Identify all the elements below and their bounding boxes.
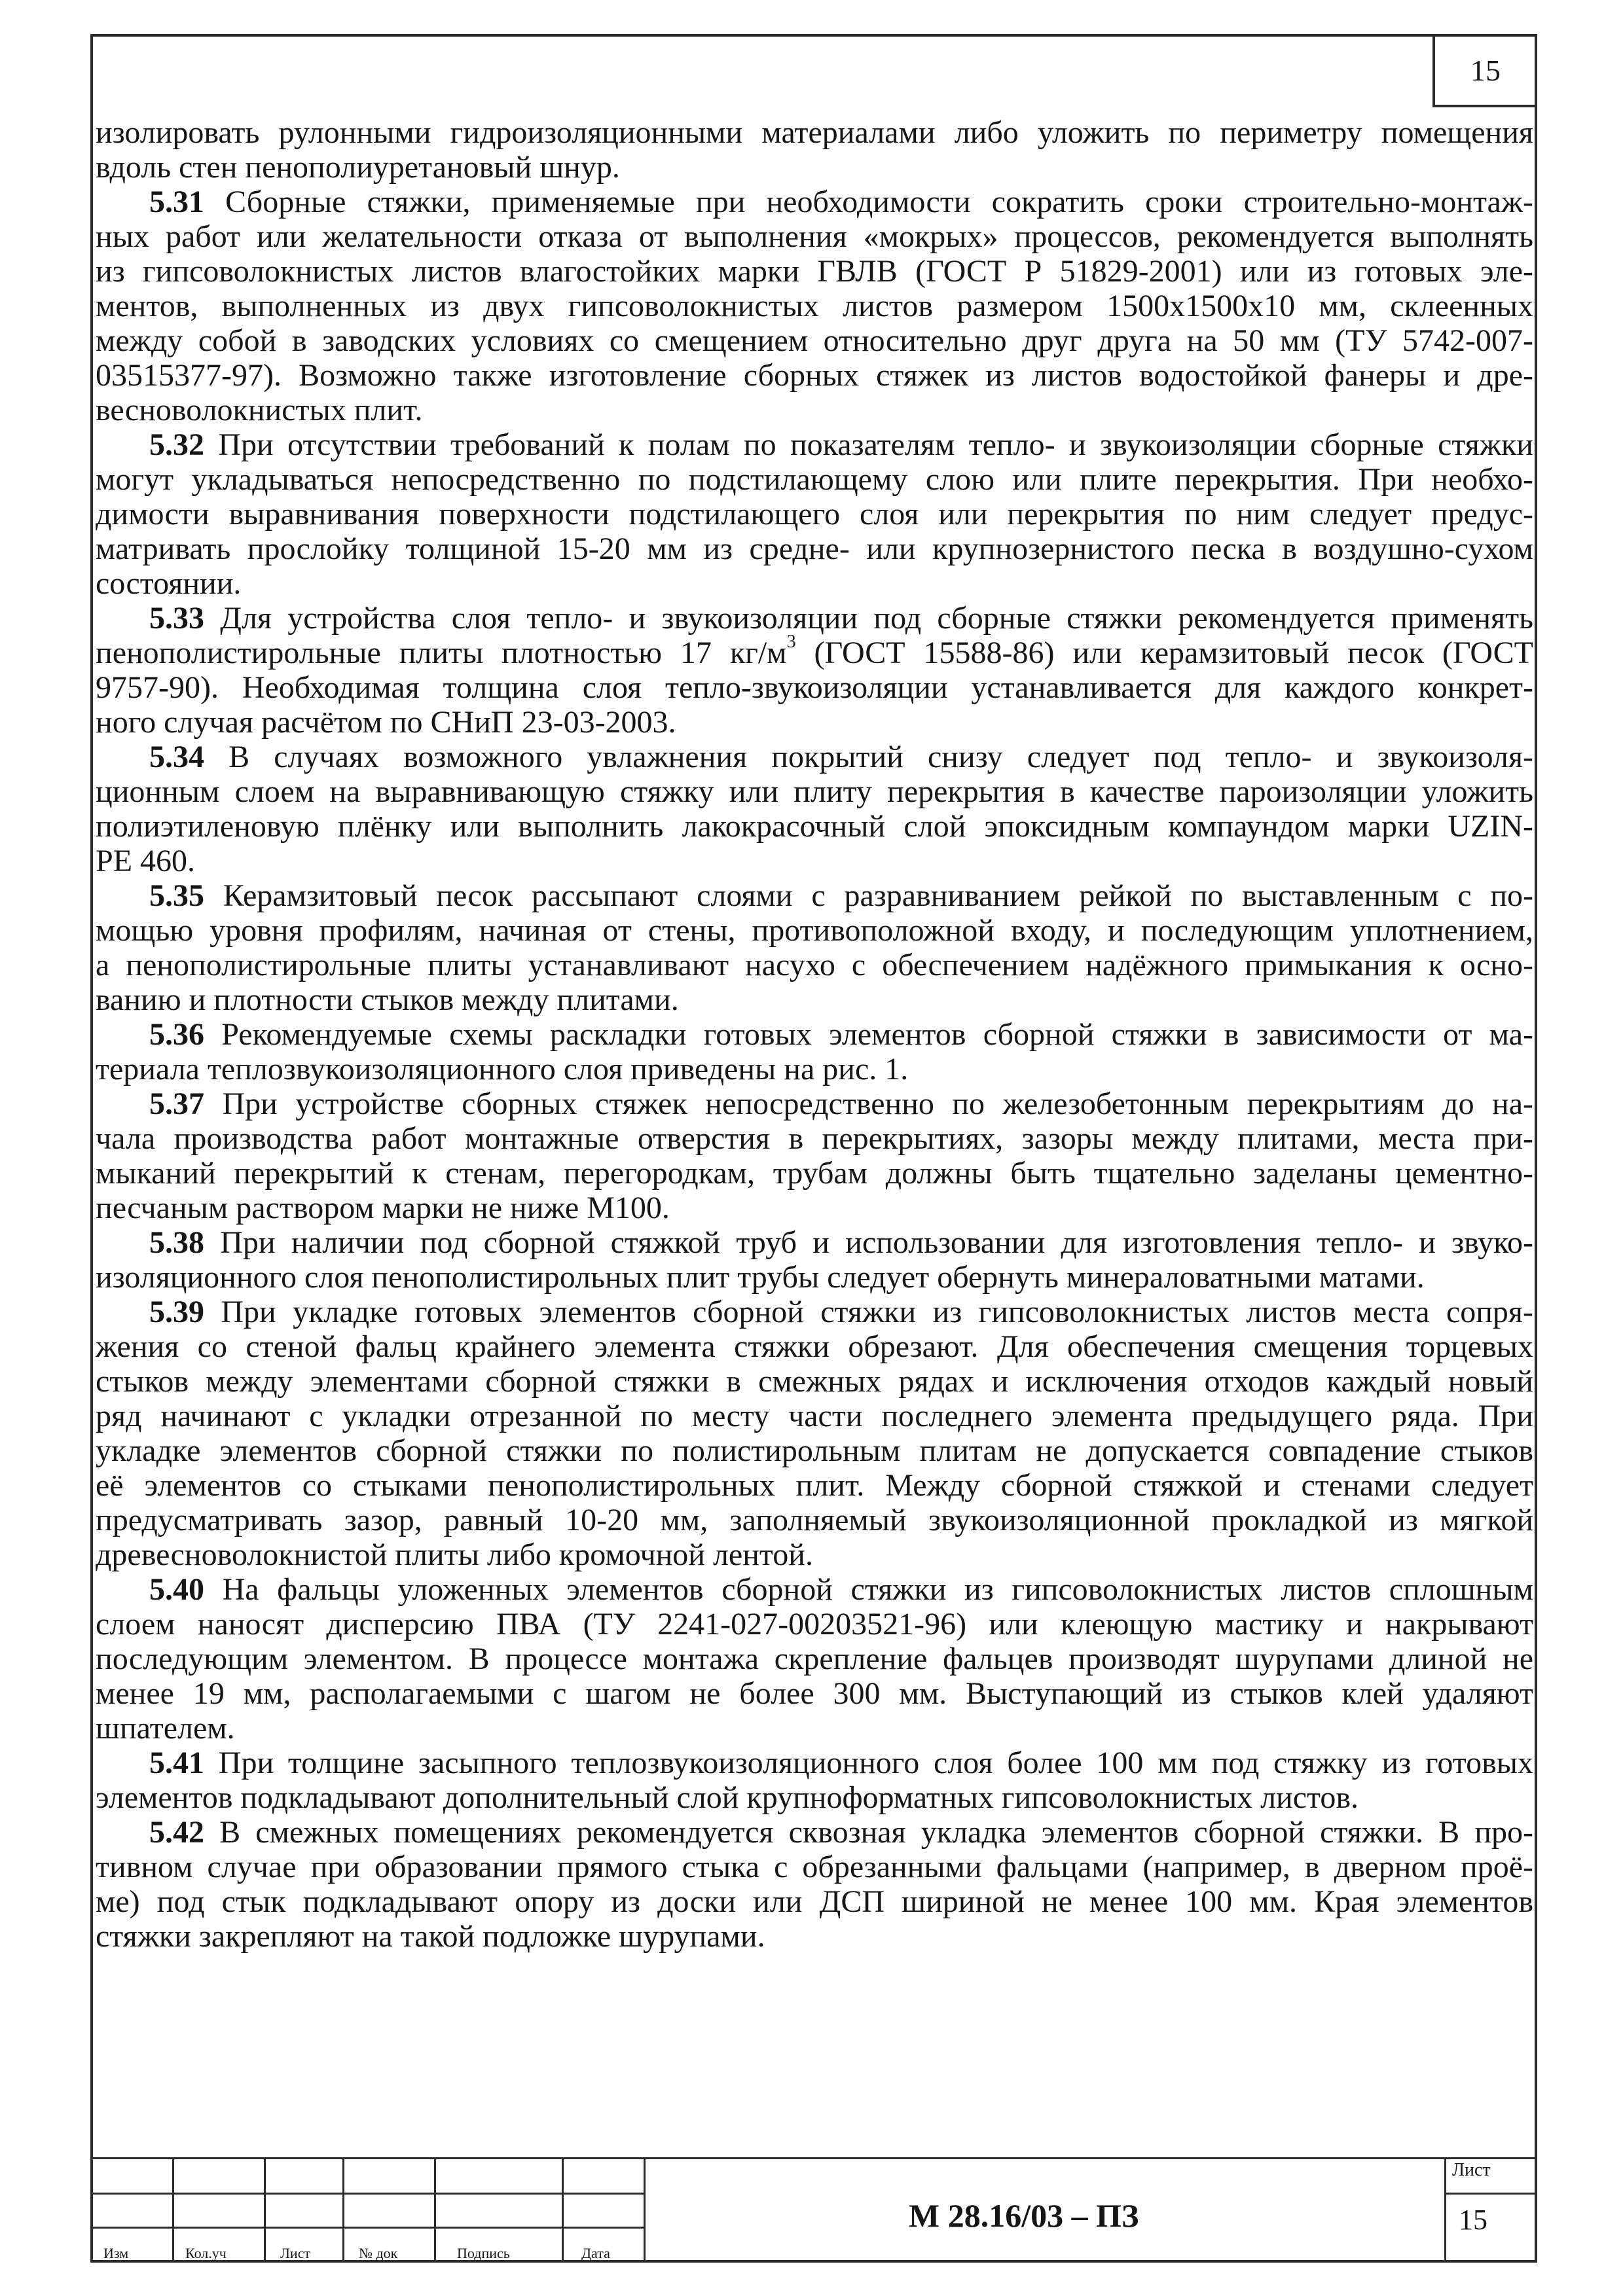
line-text: В смежных помещениях рекомендуется сквозная укладка элементов сборной стяжки. В про- — [204, 1815, 1533, 1850]
stamp-col-rule — [90, 2157, 92, 2263]
line-text: древесноволокнистой плиты либо кромочной лентой. — [96, 1537, 813, 1572]
clause-number: 5.33 — [149, 601, 204, 636]
line-text: менее 19 мм, располагаемыми с шагом не более 300 мм. Выступающий из стыков клей удаляют — [96, 1676, 1533, 1711]
stamp-sheet-rule — [1444, 2193, 1537, 2195]
text-line — [96, 982, 1533, 1017]
line-text: териала теплозвукоизоляционного слоя приведены на рис. 1. — [96, 1052, 909, 1086]
text-line — [96, 1191, 1533, 1225]
line-text: элементов подкладывают дополнительный слой крупноформатных гипсоволокнистых листов. — [96, 1780, 1359, 1815]
line-text: Керамзитовый песок рассыпают слоями с разравниванием рейкой по выставленным с по- — [204, 878, 1533, 913]
line-text: димости выравнивания поверхности подстилающего слоя или перекрытия по ним следует предус- — [96, 497, 1533, 531]
line-text: стяжки закрепляют на такой подложке шурупами. — [96, 1919, 765, 1954]
text-line — [96, 531, 1533, 566]
line-text: Для устройства слоя тепло- и звукоизоляции под сборные стяжки рекомендуется применять — [204, 601, 1533, 636]
text-line — [96, 323, 1533, 358]
line-text: песчаным раствором марки не ниже М100. — [96, 1191, 670, 1225]
line-text: последующим элементом. В процессе монтажа скрепление фальцев производят шурупами длиной не — [96, 1641, 1533, 1676]
line-text: а пенополистирольные плиты устанавливают насухо с обеспечением надёжного примыкания к осно- — [96, 948, 1533, 982]
text-line — [96, 1676, 1533, 1711]
line-text: чала производства работ монтажные отверстия в перекрытиях, зазоры между плитами, места при- — [96, 1121, 1533, 1156]
line-text: При наличии под сборной стяжкой труб и использовании для изготовления тепло- и звуко- — [204, 1225, 1533, 1260]
line-text: матривать прослойку толщиной 15-20 мм из средне- или крупнозернистого песка в воздушно-сухом — [96, 531, 1533, 566]
clause-first-line — [96, 740, 1533, 774]
text-line — [96, 462, 1533, 497]
text-line — [96, 1850, 1533, 1884]
stamp-col-rule — [562, 2157, 564, 2263]
text-line — [96, 632, 1534, 670]
text-line — [96, 1607, 1533, 1641]
text-line — [96, 1364, 1533, 1399]
stamp-col-label: Кол.уч — [185, 2245, 227, 2261]
line-text: её элементов со стыками пенополистирольных плит. Между сборной стяжкой и стенами следует — [96, 1468, 1533, 1503]
text-line — [96, 566, 1533, 601]
text-line — [96, 1121, 1533, 1156]
line-text: ционным слоем на выравнивающую стяжку или плиту перекрытия в качестве пароизоляции уложить — [96, 774, 1533, 809]
line-text: слоем наносят дисперсию ПВА (ТУ 2241-027-00203521-96) или клеющую мастику и накрывают — [96, 1607, 1533, 1641]
line-text: ных работ или желательности отказа от выполнения «мокрых» процессов, рекомендуется выполнять — [96, 219, 1533, 254]
text-line — [96, 1399, 1533, 1433]
line-text: могут укладываться непосредственно по подстилающему слою или плите перекрытия. При необхо- — [96, 462, 1533, 497]
clause-first-line — [96, 427, 1533, 462]
text-line — [96, 1156, 1533, 1191]
sheet-label: Лист — [1452, 2160, 1491, 2180]
text-line — [96, 1537, 1533, 1572]
clause-number: 5.35 — [149, 878, 204, 913]
line-text: PE 460. — [96, 844, 196, 878]
line-text: При отсутствии требований к полам по показателям тепло- и звукоизоляции сборные стяжки — [204, 427, 1533, 462]
line-text: При толщине засыпного теплозвукоизоляционного слоя более 100 мм под стяжку из готовых — [204, 1746, 1533, 1780]
text-line — [96, 809, 1533, 844]
document-code: М 28.16/03 – ПЗ — [909, 2197, 1139, 2234]
text-line — [96, 1884, 1533, 1919]
line-text: Сборные стяжки, применяемые при необходимости сократить сроки строительно-монтаж- — [204, 185, 1533, 219]
line-text: ме) под стык подкладывают опору из доски или ДСП шириной не менее 100 мм. Края элементов — [96, 1884, 1533, 1919]
text-line — [96, 497, 1533, 531]
clause-first-line — [96, 1572, 1533, 1607]
stamp-top-rule — [90, 2157, 1537, 2159]
clause-number: 5.31 — [149, 185, 204, 219]
clause-number: 5.42 — [149, 1815, 204, 1850]
clause-first-line — [96, 185, 1533, 219]
clause-first-line — [96, 878, 1533, 913]
clause-first-line — [96, 1225, 1533, 1260]
clause-first-line — [96, 1746, 1533, 1780]
line-text: весноволокнистых плит. — [96, 393, 423, 427]
line-text: состоянии. — [96, 566, 242, 601]
text-line — [96, 1433, 1533, 1468]
stamp-col-label: Лист — [280, 2245, 311, 2261]
clause-first-line — [96, 1815, 1533, 1850]
line-text: ментов, выполненных из двух гипсоволокнистых листов размером 1500x1500x10 мм, склеенных — [96, 289, 1533, 323]
line-text: 9757-90). Необходимая толщина слоя тепло-звукоизоляции устанавливается для каждого конкрет- — [96, 670, 1533, 705]
clause-first-line — [96, 1086, 1533, 1121]
stamp-col-label: № док — [359, 2245, 398, 2261]
line-text: (ГОСТ 15588-86) или керамзитовый песок (ГОСТ — [795, 636, 1534, 670]
line-text: укладке элементов сборной стяжки по полистирольным плитам не допускается совпадение стыков — [96, 1433, 1533, 1468]
line-text: из гипсоволокнистых листов влагостойких марки ГВЛВ (ГОСТ Р 51829-2001) или из готовых эле- — [96, 254, 1533, 289]
line-text: Рекомендуемые схемы раскладки готовых элементов сборной стяжки в зависимости от ма- — [204, 1017, 1533, 1052]
text-line — [96, 358, 1533, 393]
stamp-col-label: Дата — [581, 2245, 610, 2261]
clause-number: 5.40 — [149, 1572, 204, 1607]
text-line — [96, 1641, 1533, 1676]
text-line — [96, 1711, 1533, 1746]
line-text: ванию и плотности стыков между плитами. — [96, 982, 679, 1017]
stamp-col-label: Изм — [103, 2245, 129, 2261]
clause-number: 5.36 — [149, 1017, 204, 1052]
stamp-col-rule — [172, 2157, 174, 2263]
clause-number: 5.32 — [149, 427, 204, 462]
text-line — [96, 1919, 1533, 1954]
stamp-col-label: Подпись — [457, 2245, 510, 2261]
line-text: вдоль стен пенополиуретановый шнур. — [96, 150, 620, 185]
superscript: 3 — [786, 632, 796, 652]
text-line — [96, 1260, 1533, 1295]
text-line — [96, 844, 1533, 878]
line-text: изоляционного слоя пенополистирольных плит трубы следует обернуть минераловатными матами. — [96, 1260, 1425, 1295]
line-text: пенополистирольные плиты плотностью 17 кг/м — [96, 636, 787, 670]
clause-number: 5.41 — [149, 1746, 204, 1780]
line-text: изолировать рулонными гидроизоляционными материалами либо уложить по периметру помещения — [96, 115, 1533, 150]
stamp-col-rule — [264, 2157, 266, 2263]
line-text: В случаях возможного увлажнения покрытий снизу следует под тепло- и звукоизоля- — [204, 740, 1533, 774]
text-line — [96, 254, 1533, 289]
text-line — [96, 948, 1533, 982]
clause-number: 5.39 — [149, 1295, 204, 1329]
text-line — [96, 670, 1533, 705]
line-text: При устройстве сборных стяжек непосредственно по железобетонным перекрытиям до на- — [204, 1086, 1533, 1121]
line-text: На фальцы уложенных элементов сборной стяжки из гипсоволокнистых листов сплошным — [204, 1572, 1533, 1607]
text-line — [96, 1329, 1533, 1364]
line-text: между собой в заводских условиях со смещением относительно друг друга на 50 мм (ТУ 5742-007- — [96, 323, 1533, 358]
line-text: тивном случае при образовании прямого стыка с обрезанными фальцами (например, в дверном проё- — [96, 1850, 1533, 1884]
text-line — [96, 115, 1533, 150]
clause-number: 5.34 — [149, 740, 204, 774]
text-line — [96, 1052, 1533, 1086]
clause-first-line — [96, 1017, 1533, 1052]
clause-first-line — [96, 601, 1533, 636]
clause-number: 5.37 — [149, 1086, 204, 1121]
text-line — [96, 393, 1533, 427]
line-text: полиэтиленовую плёнку или выполнить лакокрасочный слой эпоксидным компаундом марки UZIN- — [96, 809, 1533, 844]
text-line — [96, 150, 1533, 185]
text-line — [96, 774, 1533, 809]
stamp-col-rule — [434, 2157, 436, 2263]
stamp-col-rule — [1444, 2157, 1446, 2263]
line-text: шпателем. — [96, 1711, 235, 1746]
text-line — [96, 913, 1533, 948]
stamp-col-rule — [644, 2157, 646, 2263]
line-text: ного случая расчётом по СНиП 23-03-2003. — [96, 705, 676, 740]
title-block — [90, 2157, 1537, 2263]
line-text: мыканий перекрытий к стенам, перегородкам, трубам должны быть тщательно заделаны цементно- — [96, 1156, 1533, 1191]
text-line — [96, 1468, 1533, 1503]
text-line — [96, 219, 1533, 254]
line-text: стыков между элементами сборной стяжки в смежных рядах и исключения отходов каждый новый — [96, 1364, 1533, 1399]
clause-number: 5.38 — [149, 1225, 204, 1260]
line-text: жения со стеной фальц крайнего элемента стяжки обрезают. Для обеспечения смещения торцевых — [96, 1329, 1533, 1364]
line-text: мощью уровня профилям, начиная от стены, противоположной входу, и последующим уплотнением, — [96, 913, 1533, 948]
page-number: 15 — [1432, 35, 1536, 107]
line-text: предусматривать зазор, равный 10-20 мм, заполняемый звукоизоляционной прокладкой из мягкой — [96, 1503, 1533, 1537]
clause-first-line — [96, 1295, 1533, 1329]
line-text: ряд начинают с укладки отрезанной по месту части последнего элемента предыдущего ряда. При — [96, 1399, 1533, 1433]
stamp-col-rule — [342, 2157, 344, 2263]
line-text: 03515377-97). Возможно также изготовление сборных стяжек из листов водостойкой фанеры и дре- — [96, 358, 1533, 393]
text-line — [96, 705, 1533, 740]
line-text: При укладке готовых элементов сборной стяжки из гипсоволокнистых листов места сопря- — [204, 1295, 1533, 1329]
text-line — [96, 1503, 1533, 1537]
sheet-number: 15 — [1459, 2204, 1487, 2236]
body-text — [96, 115, 1533, 1954]
text-line — [96, 1780, 1533, 1815]
text-line — [96, 289, 1533, 323]
